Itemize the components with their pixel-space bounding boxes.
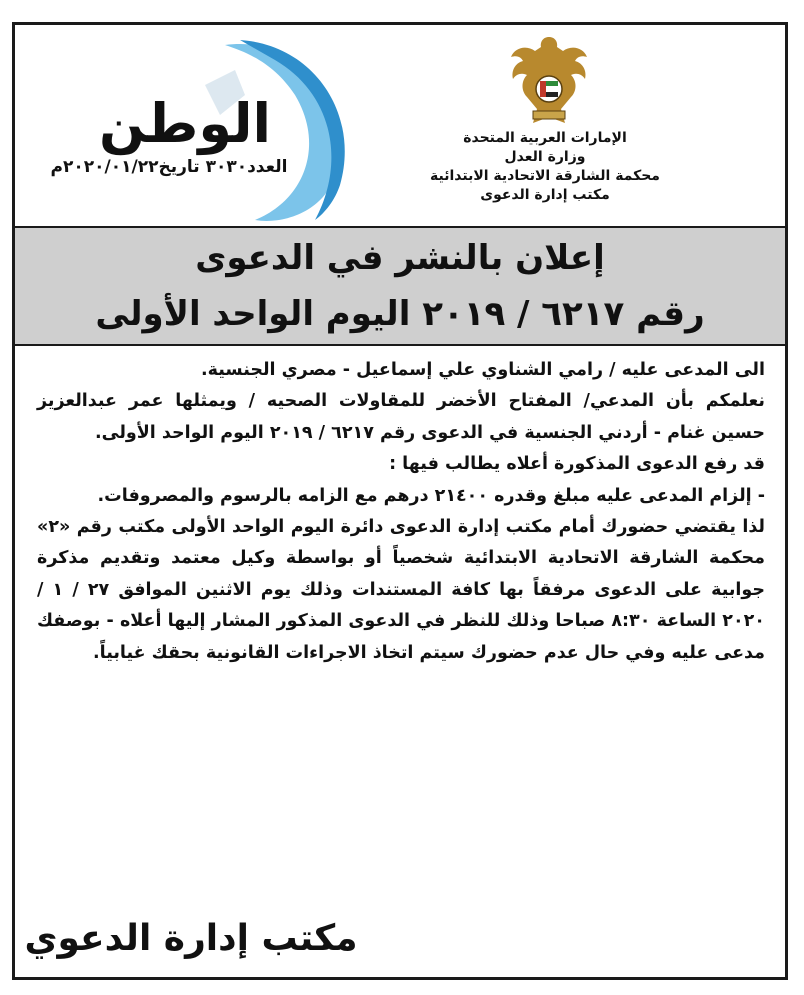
body-paragraph-plaintiff: نعلمكم بأن المدعي/ المفتاح الأخضر للمقاولات الصحيه / ويمثلها عمر عبدالعزيز حسين غنام - أردني الجنسية في الدعوى رقم ٦٢١٧ / ٢٠١٩ اليوم الواحد الأولى. bbox=[37, 391, 765, 443]
body-paragraph-claim: - إلزام المدعى عليه مبلغ وقدره ٢١٤٠٠ درهم مع الزامه بالرسوم والمصروفات. bbox=[97, 485, 765, 506]
notice-header bbox=[15, 25, 785, 225]
signature: مكتب إدارة الدعوي bbox=[24, 918, 358, 959]
country-name: الإمارات العربية المتحدة bbox=[463, 130, 627, 146]
body-paragraph-recipient: الى المدعى عليه / رامي الشناوي علي إسماعيل - مصري الجنسية. bbox=[201, 360, 765, 380]
notice-body bbox=[37, 355, 765, 669]
uae-emblem-icon bbox=[507, 33, 591, 129]
notice-title: إعلان بالنشر في الدعوى bbox=[195, 238, 605, 278]
notice-banner bbox=[15, 226, 785, 346]
issue-date: العدد٣٠٣٠ تاريخ٢٠٢٠/٠١/٢٢م bbox=[50, 157, 288, 177]
notice-frame bbox=[12, 22, 788, 980]
body-paragraph-claim-intro: قد رفع الدعوى المذكورة أعلاه يطالب فيها : bbox=[389, 454, 765, 475]
newspaper-name: الوطن bbox=[98, 92, 272, 155]
office-name: مكتب إدارة الدعوى bbox=[480, 187, 610, 203]
government-block bbox=[345, 129, 745, 205]
court-name: محكمة الشارقة الاتحادية الابتدائية bbox=[430, 168, 660, 184]
ministry-name: وزارة العدل bbox=[504, 149, 586, 165]
case-number: رقم ٦٢١٧ / ٢٠١٩ اليوم الواحد الأولى bbox=[95, 294, 705, 334]
body-paragraph-summons: لذا يقتضي حضورك أمام مكتب إدارة الدعوى دائرة اليوم الواحد الأولى مكتب رقم «٢» محكمة الشارقة الاتحادية الابتدائية شخصياً أو بواسطة وكيل معتمد وتقديم مذكرة جوابية على الدعوى مرفقاً بها كافة المستندات وذلك يوم الاثنين الموافق ٢٧ / ١ / ٢٠٢٠ الساعة ٨:٣٠ صباحا وذلك للنظر في الدعوى المذكور المشار إليها أعلاه - بوصفك مدعى عليه وفي حال عدم حضورك سيتم اتخاذ الاجراءات القانونية بحقك غيابياً. bbox=[37, 517, 766, 663]
